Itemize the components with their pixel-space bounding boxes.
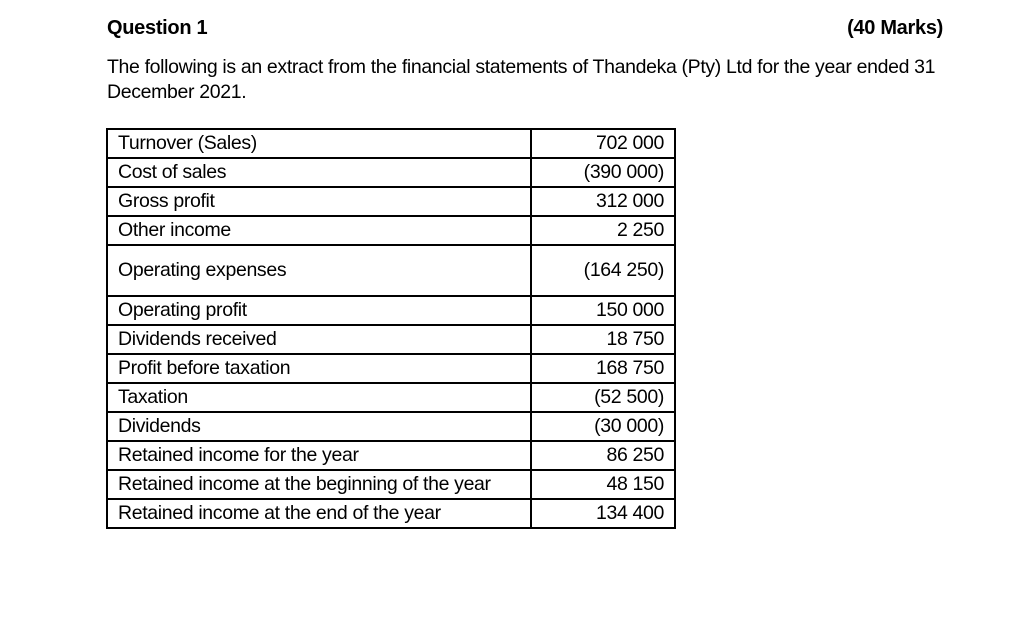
table-row: [107, 158, 675, 187]
row-amount: (164 250): [531, 245, 675, 296]
table-row: [107, 441, 675, 470]
table-row: [107, 296, 675, 325]
row-label: Profit before taxation: [107, 354, 531, 383]
row-amount: (390 000): [531, 158, 675, 187]
row-label: Retained income at the beginning of the year: [107, 470, 531, 499]
row-amount: 134 400: [531, 499, 675, 528]
table-row: [107, 187, 675, 216]
row-amount: 2 250: [531, 216, 675, 245]
row-amount: (30 000): [531, 412, 675, 441]
row-amount: 702 000: [531, 129, 675, 158]
financial-statement-table: [106, 128, 676, 529]
row-label: Taxation: [107, 383, 531, 412]
row-label: Dividends received: [107, 325, 531, 354]
row-label: Dividends: [107, 412, 531, 441]
question-title: Question 1: [107, 16, 208, 39]
table-row: [107, 383, 675, 412]
row-amount: 150 000: [531, 296, 675, 325]
row-amount: 86 250: [531, 441, 675, 470]
row-label: Retained income at the end of the year: [107, 499, 531, 528]
table-row: [107, 245, 675, 296]
row-label: Gross profit: [107, 187, 531, 216]
table-row: [107, 354, 675, 383]
table-row: [107, 499, 675, 528]
row-label: Retained income for the year: [107, 441, 531, 470]
table-row: [107, 129, 675, 158]
row-amount: 18 750: [531, 325, 675, 354]
row-label: Operating expenses: [107, 245, 531, 296]
row-label: Other income: [107, 216, 531, 245]
question-marks: (40 Marks): [847, 16, 943, 39]
row-label: Turnover (Sales): [107, 129, 531, 158]
question-header: [107, 14, 943, 42]
intro-paragraph: The following is an extract from the financial statements of Thandeka (Pty) Ltd for the year ended 31 December 2021.: [107, 56, 936, 103]
table-row: [107, 470, 675, 499]
row-amount: 168 750: [531, 354, 675, 383]
table-row: [107, 216, 675, 245]
row-label: Operating profit: [107, 296, 531, 325]
row-label: Cost of sales: [107, 158, 531, 187]
row-amount: 312 000: [531, 187, 675, 216]
table-row: [107, 412, 675, 441]
table-row: [107, 325, 675, 354]
row-amount: 48 150: [531, 470, 675, 499]
row-amount: (52 500): [531, 383, 675, 412]
